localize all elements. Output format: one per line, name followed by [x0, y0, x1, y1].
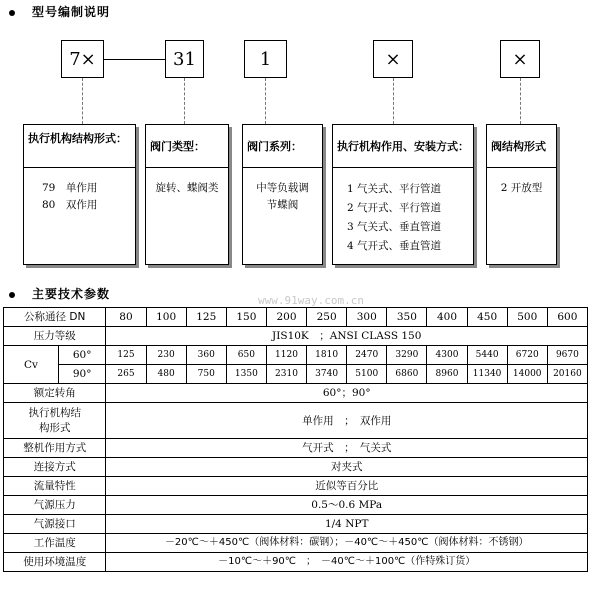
- section-bullet-icon: [9, 292, 15, 298]
- dn-cell: 150: [226, 308, 266, 327]
- table-row: [4, 439, 588, 458]
- cv-cell: 1350: [226, 365, 266, 384]
- panel-line: 80 双作用: [42, 199, 98, 211]
- table-row: [4, 553, 588, 572]
- cv-cell: 230: [146, 346, 186, 365]
- table-row: [4, 477, 588, 496]
- cv-cell: 5440: [467, 346, 507, 365]
- action-label: 整机作用方式: [4, 439, 106, 458]
- dn-cell: 350: [387, 308, 427, 327]
- flow-value: 近似等百分比: [106, 477, 588, 496]
- dashed-connector: [184, 78, 185, 124]
- spec-table: [3, 307, 588, 572]
- panel-line: 3 气关式、垂直管道: [347, 221, 442, 233]
- cv-cell: 3290: [387, 346, 427, 365]
- watermark: www.91way.com.cn: [258, 294, 364, 307]
- table-row: [4, 496, 588, 515]
- cv-cell: 360: [186, 346, 226, 365]
- dn-cell: 300: [347, 308, 387, 327]
- table-row: [4, 327, 588, 346]
- cv-cell: 6860: [387, 365, 427, 384]
- panel-line: 旋转、蝶阀类: [155, 182, 219, 194]
- panel-title: 执行机构结构形式：: [24, 125, 135, 168]
- dashed-connector: [520, 78, 521, 124]
- actuator-label: [4, 403, 106, 439]
- dn-cell: 100: [146, 308, 186, 327]
- cv-cell: 265: [106, 365, 146, 384]
- dn-cell: 80: [106, 308, 146, 327]
- panel-line: 节蝶阀: [266, 199, 299, 211]
- cv-cell: 650: [226, 346, 266, 365]
- panel-title: 阀门类型：: [146, 125, 228, 168]
- cv90-label: 90°: [58, 365, 106, 384]
- cv-cell: 125: [106, 346, 146, 365]
- dn-cell: 500: [507, 308, 547, 327]
- env-temp-value: －10℃～＋90℃ ； －40℃～＋100℃（作特殊订货）: [106, 553, 588, 572]
- dn-label: 公称通径 DN: [4, 308, 106, 327]
- table-row: [4, 384, 588, 403]
- air-port-value: 1/4 NPT: [106, 515, 588, 534]
- dn-cell: 600: [547, 308, 587, 327]
- section-bullet-icon: [9, 10, 15, 16]
- work-temp-value: －20℃～＋450℃（阀体材料：碳钢）；－40℃～＋450℃（阀体材料：不锈钢）: [106, 534, 588, 553]
- work-temp-label: 工作温度: [4, 534, 106, 553]
- dn-cell: 125: [186, 308, 226, 327]
- dashed-connector: [393, 78, 394, 124]
- cv60-label: 60°: [58, 346, 106, 365]
- cv-cell: 4300: [427, 346, 467, 365]
- cv-cell: 5100: [347, 365, 387, 384]
- code-connector-line: [104, 59, 165, 60]
- code-box-mounting: ×: [373, 40, 413, 78]
- dn-cell: 250: [307, 308, 347, 327]
- actuator-value: 单作用 ； 双作用: [106, 403, 588, 439]
- panel-title: 阀结构形式: [487, 125, 556, 168]
- env-temp-label: 使用环境温度: [4, 553, 106, 572]
- panel-line: 4 气开式、垂直管道: [347, 240, 442, 252]
- panel-line: 79 单作用: [42, 182, 98, 194]
- cv-cell: 3740: [307, 365, 347, 384]
- dn-cell: 450: [467, 308, 507, 327]
- connection-label: 连接方式: [4, 458, 106, 477]
- cv-cell: 2310: [266, 365, 306, 384]
- code-box-valve-type: 31: [165, 40, 204, 78]
- panel-line: 2 开放型: [500, 182, 543, 194]
- air-port-label: 气源接口: [4, 515, 106, 534]
- panel-mounting: [332, 124, 474, 265]
- rotation-label: 额定转角: [4, 384, 106, 403]
- cv-cell: 14000: [507, 365, 547, 384]
- panel-valve-series: [242, 124, 323, 265]
- table-row: [4, 534, 588, 553]
- connection-value: 对夹式: [106, 458, 588, 477]
- pressure-label: 压力等级: [4, 327, 106, 346]
- flow-label: 流量特性: [4, 477, 106, 496]
- cv-cell: 9670: [547, 346, 587, 365]
- cv-cell: 6720: [507, 346, 547, 365]
- pressure-value: JIS10K ；ANSI CLASS 150: [106, 327, 588, 346]
- dn-cell: 200: [266, 308, 306, 327]
- panel-line: 2 气开式、平行管道: [347, 202, 442, 214]
- cv-cell: 750: [186, 365, 226, 384]
- cv-cell: 1810: [307, 346, 347, 365]
- panel-line: 中等负载调: [256, 182, 309, 194]
- dn-cell: 400: [427, 308, 467, 327]
- panel-line: 1 气关式、平行管道: [347, 183, 442, 195]
- air-pressure-label: 气源压力: [4, 496, 106, 515]
- table-row: [4, 346, 588, 365]
- cv-label: Cv: [4, 346, 59, 384]
- cv-cell: 11340: [467, 365, 507, 384]
- cv-cell: 2470: [347, 346, 387, 365]
- cv-cell: 8960: [427, 365, 467, 384]
- cv-cell: 480: [146, 365, 186, 384]
- cv-cell: 20160: [547, 365, 587, 384]
- table-row: [4, 365, 588, 384]
- code-box-series: 1: [244, 40, 287, 78]
- table-row: [4, 458, 588, 477]
- rotation-value: 60°；90°: [106, 384, 588, 403]
- section-title-model: 型号编制说明: [32, 5, 111, 19]
- table-row: [4, 515, 588, 534]
- panel-valve-type: [145, 124, 229, 265]
- panel-actuator-structure: [23, 124, 136, 265]
- dashed-connector: [265, 78, 266, 124]
- section-title-specs: 主要技术参数: [32, 287, 111, 301]
- air-pressure-value: 0.5～0.6 MPa: [106, 496, 588, 515]
- panel-title: 执行机构作用、安装方式：: [333, 125, 473, 168]
- panel-title: 阀门系列：: [243, 125, 322, 168]
- table-row: [4, 308, 588, 327]
- code-box-actuator: 7×: [61, 40, 104, 78]
- table-row: [4, 403, 588, 439]
- dashed-connector: [82, 78, 83, 124]
- action-value: 气开式 ； 气关式: [106, 439, 588, 458]
- actuator-label-text: 执行机构结构形式: [28, 406, 81, 434]
- cv-cell: 1120: [266, 346, 306, 365]
- panel-valve-structure: [486, 124, 557, 265]
- code-box-structure: ×: [500, 40, 540, 78]
